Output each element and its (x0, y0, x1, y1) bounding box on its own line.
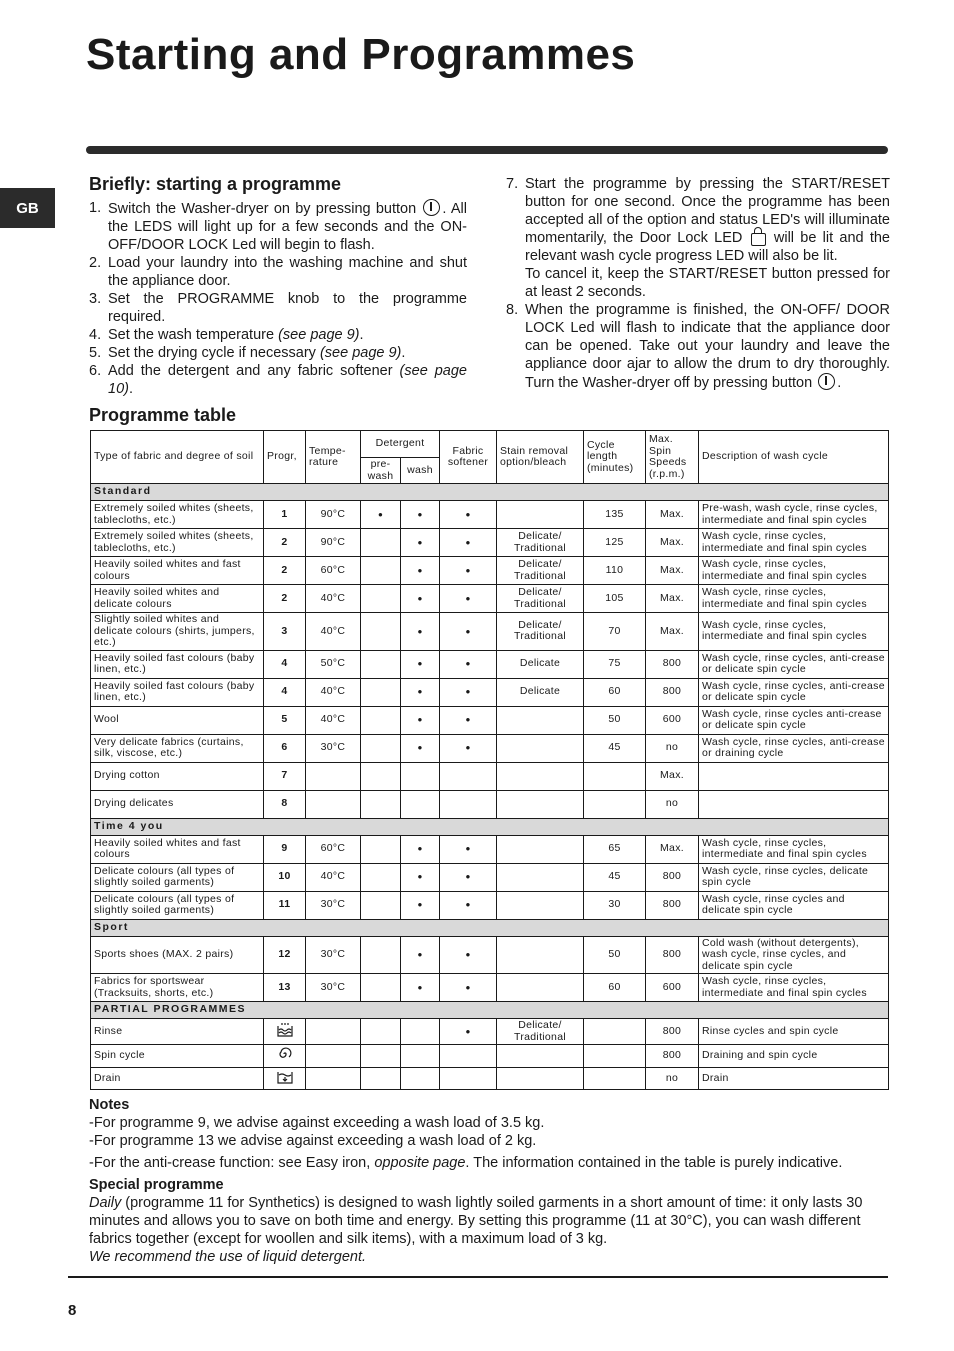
description-cell (699, 790, 889, 818)
prewash-cell (361, 529, 401, 557)
fabric-cell: Very delicate fabrics (curtains, silk, viscose, etc.) (91, 734, 264, 762)
programme-cell (264, 1045, 306, 1068)
header-stain: Stain removal option/bleach (497, 431, 584, 484)
step-text: . (128, 381, 133, 397)
table-row (91, 790, 889, 818)
description-cell: Rinse cycles and spin cycle (699, 1019, 889, 1045)
stain-removal-cell (497, 762, 584, 790)
note-text: -For programme 13 we advise against exceeding a wash load of 2 kg. (89, 1133, 537, 1149)
spin-speed-cell: Max. (646, 529, 699, 557)
softener-cell: • (440, 678, 497, 706)
step-text: will be lit and the relevant wash cycle progress LED will also be lit. (525, 230, 890, 264)
cycle-length-cell (584, 762, 646, 790)
prewash-cell (361, 1045, 401, 1068)
header-description: Description of wash cycle (699, 431, 889, 484)
fabric-cell: Extremely soiled whites (sheets, tablecloths, etc.) (91, 501, 264, 529)
stain-removal-cell (497, 936, 584, 974)
step-item (89, 344, 467, 362)
cycle-length-cell (584, 1019, 646, 1045)
cycle-length-cell: 60 (584, 974, 646, 1002)
note-item (89, 1114, 889, 1132)
cycle-length-cell: 75 (584, 650, 646, 678)
cycle-length-cell: 70 (584, 613, 646, 651)
spin-speed-cell: 800 (646, 1019, 699, 1045)
step-cancel-text: To cancel it, keep the START/RESET button pressed for at least 2 seconds. (525, 266, 890, 300)
programme-cell: 10 (264, 863, 306, 891)
temperature-cell: 90°C (306, 529, 361, 557)
note-text: . The information contained in the table is purely indicative. (465, 1155, 843, 1171)
softener-cell: • (440, 501, 497, 529)
fabric-cell: Wool (91, 706, 264, 734)
temperature-cell: 30°C (306, 936, 361, 974)
wash-cell: • (401, 557, 440, 585)
footer-divider (68, 1276, 888, 1278)
header-cycle: Cycle length (minutes) (584, 431, 646, 484)
stain-removal-cell (497, 863, 584, 891)
spin-speed-cell: Max. (646, 762, 699, 790)
wash-cell: • (401, 678, 440, 706)
softener-cell: • (440, 706, 497, 734)
spin-speed-cell: 800 (646, 1045, 699, 1068)
spin-speed-cell: no (646, 790, 699, 818)
stain-removal-cell: Delicate/ Traditional (497, 613, 584, 651)
table-row (91, 891, 889, 919)
temperature-cell: 30°C (306, 734, 361, 762)
description-cell (699, 762, 889, 790)
description-cell: Wash cycle, rinse cycles anti-crease or delicate spin cycle (699, 706, 889, 734)
stain-removal-cell: Delicate (497, 650, 584, 678)
table-row (91, 835, 889, 863)
programme-cell: 4 (264, 678, 306, 706)
stain-removal-cell (497, 974, 584, 1002)
description-cell: Pre-wash, wash cycle, rinse cycles, intermediate and final spin cycles (699, 501, 889, 529)
fabric-cell: Drying cotton (91, 762, 264, 790)
step-text: When the programme is finished, the ON-OFF/ DOOR LOCK Led will flash to indicate that the appliance door can be opened. Take out your laundry and leave the appliance door ajar to allow the drum to dry thoroughly. Turn the Washer-dryer off by pressing button (525, 302, 890, 391)
programme-cell: 2 (264, 585, 306, 613)
stain-removal-cell: Delicate/ Traditional (497, 529, 584, 557)
stain-removal-cell (497, 790, 584, 818)
spin-speed-cell: Max. (646, 613, 699, 651)
softener-cell: • (440, 734, 497, 762)
section-title: Standard (91, 484, 889, 501)
fabric-cell: Drain (91, 1067, 264, 1090)
softener-cell (440, 790, 497, 818)
cycle-length-cell: 60 (584, 678, 646, 706)
softener-cell: • (440, 650, 497, 678)
stain-removal-cell (497, 706, 584, 734)
table-row (91, 706, 889, 734)
wash-cell: • (401, 734, 440, 762)
header-detergent: Detergent (361, 431, 440, 458)
cycle-length-cell: 50 (584, 706, 646, 734)
step-item (506, 175, 890, 301)
briefly-heading: Briefly: starting a programme (89, 174, 342, 194)
cycle-length-cell: 50 (584, 936, 646, 974)
header-fabric: Type of fabric and degree of soil (91, 431, 264, 484)
table-row (91, 557, 889, 585)
temperature-cell (306, 762, 361, 790)
step-number: 5. (89, 345, 102, 361)
section-title: PARTIAL PROGRAMMES (91, 1002, 889, 1019)
temperature-cell: 40°C (306, 678, 361, 706)
wash-cell: • (401, 706, 440, 734)
note-item (89, 1154, 889, 1172)
step-item (89, 290, 467, 326)
temperature-cell: 30°C (306, 891, 361, 919)
programme-cell: 4 (264, 650, 306, 678)
description-cell: Wash cycle, rinse cycles, intermediate and final spin cycles (699, 974, 889, 1002)
header-wash: wash (401, 458, 440, 484)
step-number: 7. (506, 176, 519, 192)
temperature-cell: 50°C (306, 650, 361, 678)
note-item (89, 1132, 889, 1150)
page-title: Starting and Programmes (86, 30, 636, 79)
table-row (91, 1019, 889, 1045)
spin-speed-cell: 800 (646, 650, 699, 678)
step-number: 1. (89, 200, 102, 216)
prewash-cell (361, 650, 401, 678)
description-cell: Wash cycle, rinse cycles, anti-crease or draining cycle (699, 734, 889, 762)
stain-removal-cell: Delicate/ Traditional (497, 585, 584, 613)
section-title: Time 4 you (91, 818, 889, 835)
programme-cell: 7 (264, 762, 306, 790)
softener-cell: • (440, 1019, 497, 1045)
temperature-cell: 90°C (306, 501, 361, 529)
softener-cell: • (440, 835, 497, 863)
step-item (89, 362, 467, 398)
step-text: . All the LEDS will light up for a few seconds and the ON-OFF/DOOR LOCK Led will begin to flash. (108, 201, 467, 253)
wash-cell: • (401, 936, 440, 974)
table-row (91, 585, 889, 613)
description-cell: Wash cycle, rinse cycles, intermediate and final spin cycles (699, 557, 889, 585)
softener-cell: • (440, 585, 497, 613)
softener-cell (440, 762, 497, 790)
stain-removal-cell: Delicate/ Traditional (497, 1019, 584, 1045)
table-section-row (91, 919, 889, 936)
step-text: Start the programme by pressing the START/RESET button for one second. Once the programme has been accepted all of the option and status LED's will illuminate momentarily, the Door Lock LED (525, 176, 890, 246)
description-cell: Wash cycle, rinse cycles, intermediate and final spin cycles (699, 529, 889, 557)
step-text: . (837, 375, 842, 391)
spin-speed-cell: 600 (646, 974, 699, 1002)
prewash-cell (361, 762, 401, 790)
section-title: Sport (91, 919, 889, 936)
cycle-length-cell: 105 (584, 585, 646, 613)
softener-cell (440, 1067, 497, 1090)
spin-speed-cell: no (646, 1067, 699, 1090)
page-reference: (see page 9) (319, 345, 402, 361)
cycle-length-cell: 110 (584, 557, 646, 585)
special-programme-heading: Special programme (89, 1177, 224, 1193)
programme-cell: 13 (264, 974, 306, 1002)
programme-cell: 12 (264, 936, 306, 974)
softener-cell: • (440, 891, 497, 919)
note-reference: opposite page (374, 1155, 466, 1171)
description-cell: Wash cycle, rinse cycles, intermediate and final spin cycles (699, 835, 889, 863)
fabric-cell: Heavily soiled whites and delicate colours (91, 585, 264, 613)
spin-speed-cell: Max. (646, 501, 699, 529)
lock-icon (751, 233, 766, 246)
description-cell: Wash cycle, rinse cycles, anti-crease or delicate spin cycle (699, 678, 889, 706)
power-icon (818, 373, 835, 390)
programme-cell: 2 (264, 529, 306, 557)
programme-cell: 6 (264, 734, 306, 762)
prewash-cell (361, 891, 401, 919)
table-row (91, 529, 889, 557)
softener-cell: • (440, 974, 497, 1002)
programme-cell: 2 (264, 557, 306, 585)
spin-speed-cell: 800 (646, 863, 699, 891)
step-number: 2. (89, 255, 102, 271)
prewash-cell (361, 557, 401, 585)
softener-cell: • (440, 936, 497, 974)
table-row (91, 1067, 889, 1090)
cycle-length-cell: 135 (584, 501, 646, 529)
page-number: 8 (68, 1302, 77, 1319)
softener-cell (440, 1045, 497, 1068)
wash-cell: • (401, 863, 440, 891)
description-cell: Wash cycle, rinse cycles, intermediate and final spin cycles (699, 613, 889, 651)
programme-cell (264, 1019, 306, 1045)
cycle-length-cell: 30 (584, 891, 646, 919)
steps-left (89, 199, 467, 398)
programme-table (90, 430, 889, 1090)
special-programme-name: Daily (89, 1195, 122, 1211)
wash-cell (401, 1045, 440, 1068)
spin-speed-cell: 600 (646, 706, 699, 734)
fabric-cell: Heavily soiled fast colours (baby linen, etc.) (91, 650, 264, 678)
header-prewash: pre-wash (361, 458, 401, 484)
programme-cell (264, 1067, 306, 1090)
stain-removal-cell (497, 1067, 584, 1090)
prewash-cell (361, 974, 401, 1002)
header-progr: Progr, (264, 431, 306, 484)
fabric-cell: Heavily soiled whites and fast colours (91, 835, 264, 863)
step-item (506, 301, 890, 392)
temperature-cell: 30°C (306, 974, 361, 1002)
step-text: Set the drying cycle if necessary (108, 345, 320, 361)
special-programme-text (89, 1194, 889, 1248)
cycle-length-cell: 125 (584, 529, 646, 557)
table-row (91, 936, 889, 974)
wash-cell (401, 1067, 440, 1090)
step-text: Set the wash temperature (108, 327, 279, 343)
fabric-cell: Delicate colours (all types of slightly soiled garments) (91, 891, 264, 919)
stain-removal-cell (497, 1045, 584, 1068)
description-cell: Wash cycle, rinse cycles and delicate spin cycle (699, 891, 889, 919)
prewash-cell (361, 706, 401, 734)
temperature-cell: 60°C (306, 835, 361, 863)
drain-icon (276, 1069, 294, 1085)
notes-heading: Notes (89, 1097, 130, 1113)
page-reference: (see page 10) (108, 363, 467, 397)
table-row (91, 501, 889, 529)
programme-cell: 8 (264, 790, 306, 818)
header-spin: Max. Spin Speeds (r.p.m.) (646, 431, 699, 484)
temperature-cell: 60°C (306, 557, 361, 585)
wash-cell: • (401, 974, 440, 1002)
step-text: Add the detergent and any fabric softener (108, 363, 400, 379)
note-text: -For the anti-crease function: see Easy iron, (89, 1155, 375, 1171)
stain-removal-cell: Delicate (497, 678, 584, 706)
step-item (89, 199, 467, 254)
language-tab: GB (0, 188, 55, 228)
temperature-cell (306, 790, 361, 818)
step-text: Switch the Washer-dryer on by pressing button (108, 201, 422, 217)
step-item (89, 326, 467, 344)
fabric-cell: Sports shoes (MAX. 2 pairs) (91, 936, 264, 974)
prewash-cell (361, 1067, 401, 1090)
wash-cell: • (401, 529, 440, 557)
softener-cell: • (440, 863, 497, 891)
description-cell: Wash cycle, rinse cycles, anti-crease or delicate spin cycle (699, 650, 889, 678)
wash-cell: • (401, 650, 440, 678)
spin-speed-cell: no (646, 734, 699, 762)
prewash-cell (361, 936, 401, 974)
table-row (91, 974, 889, 1002)
step-number: 8. (506, 302, 519, 318)
table-row (91, 650, 889, 678)
table-row (91, 863, 889, 891)
stain-removal-cell (497, 835, 584, 863)
fabric-cell: Fabrics for sportswear (Tracksuits, shorts, etc.) (91, 974, 264, 1002)
description-cell: Cold wash (without detergents), wash cycle, rinse cycles, and delicate spin cycle (699, 936, 889, 974)
fabric-cell: Slightly soiled whites and delicate colours (shirts, jumpers, etc.) (91, 613, 264, 651)
temperature-cell: 40°C (306, 613, 361, 651)
table-row (91, 734, 889, 762)
description-cell: Wash cycle, rinse cycles, intermediate and final spin cycles (699, 585, 889, 613)
step-text: Load your laundry into the washing machine and shut the appliance door. (108, 255, 467, 289)
spin-icon (276, 1046, 294, 1062)
fabric-cell: Rinse (91, 1019, 264, 1045)
wash-cell: • (401, 835, 440, 863)
header-softener: Fabric softener (440, 431, 497, 484)
prewash-cell (361, 790, 401, 818)
table-row (91, 762, 889, 790)
table-section-row (91, 484, 889, 501)
fabric-cell: Drying delicates (91, 790, 264, 818)
step-item (89, 254, 467, 290)
power-icon (423, 199, 440, 216)
programme-cell: 5 (264, 706, 306, 734)
cycle-length-cell: 45 (584, 734, 646, 762)
wash-cell (401, 762, 440, 790)
prewash-cell (361, 1019, 401, 1045)
prewash-cell (361, 613, 401, 651)
spin-speed-cell: Max. (646, 585, 699, 613)
softener-cell: • (440, 529, 497, 557)
prewash-cell (361, 863, 401, 891)
step-text: . (359, 327, 364, 343)
description-cell: Wash cycle, rinse cycles, delicate spin cycle (699, 863, 889, 891)
description-cell: Drain (699, 1067, 889, 1090)
programme-cell: 3 (264, 613, 306, 651)
wash-cell (401, 1019, 440, 1045)
temperature-cell (306, 1067, 361, 1090)
cycle-length-cell: 65 (584, 835, 646, 863)
fabric-cell: Heavily soiled fast colours (baby linen, etc.) (91, 678, 264, 706)
step-number: 3. (89, 291, 102, 307)
wash-cell: • (401, 501, 440, 529)
page-reference: (see page 9) (278, 327, 360, 343)
steps-right (506, 175, 890, 392)
temperature-cell (306, 1019, 361, 1045)
prewash-cell (361, 734, 401, 762)
spin-speed-cell: Max. (646, 835, 699, 863)
prewash-cell (361, 835, 401, 863)
programme-cell: 11 (264, 891, 306, 919)
stain-removal-cell (497, 891, 584, 919)
special-programme-description: (programme 11 for Synthetics) is designed to wash lightly soiled garments in a short amount of time: it only lasts 30 minutes and allows you to save on both time and energy. By setting this programme (11 at 30°C), you can wash different fabrics together (except for woollen and silk items), with a maximum load of 3 kg. (89, 1195, 863, 1247)
prewash-cell: • (361, 501, 401, 529)
temperature-cell (306, 1045, 361, 1068)
programme-cell: 1 (264, 501, 306, 529)
spin-speed-cell: 800 (646, 678, 699, 706)
cycle-length-cell: 45 (584, 863, 646, 891)
notes-block (89, 1096, 889, 1266)
programme-cell: 9 (264, 835, 306, 863)
step-number: 6. (89, 363, 102, 379)
spin-speed-cell: 800 (646, 936, 699, 974)
fabric-cell: Spin cycle (91, 1045, 264, 1068)
rinse-icon (276, 1022, 294, 1038)
programme-table-heading: Programme table (89, 405, 237, 425)
fabric-cell: Delicate colours (all types of slightly soiled garments) (91, 863, 264, 891)
temperature-cell: 40°C (306, 863, 361, 891)
description-cell: Draining and spin cycle (699, 1045, 889, 1068)
step-number: 4. (89, 327, 102, 343)
fabric-cell: Heavily soiled whites and fast colours (91, 557, 264, 585)
stain-removal-cell (497, 501, 584, 529)
header-temperature: Tempe-rature (306, 431, 361, 484)
stain-removal-cell (497, 734, 584, 762)
cycle-length-cell (584, 1067, 646, 1090)
step-text: . (401, 345, 406, 361)
softener-cell: • (440, 613, 497, 651)
wash-cell: • (401, 891, 440, 919)
special-programme-recommendation: We recommend the use of liquid detergent. (89, 1249, 367, 1265)
table-section-row (91, 1002, 889, 1019)
wash-cell: • (401, 585, 440, 613)
spin-speed-cell: Max. (646, 557, 699, 585)
temperature-cell: 40°C (306, 706, 361, 734)
table-row (91, 613, 889, 651)
temperature-cell: 40°C (306, 585, 361, 613)
stain-removal-cell: Delicate/ Traditional (497, 557, 584, 585)
spin-speed-cell: 800 (646, 891, 699, 919)
wash-cell (401, 790, 440, 818)
table-section-row (91, 818, 889, 835)
table-row (91, 678, 889, 706)
softener-cell: • (440, 557, 497, 585)
note-text: -For programme 9, we advise against exceeding a wash load of 3.5 kg. (89, 1115, 545, 1131)
prewash-cell (361, 678, 401, 706)
cycle-length-cell (584, 1045, 646, 1068)
table-row (91, 1045, 889, 1068)
title-divider (86, 146, 888, 154)
prewash-cell (361, 585, 401, 613)
wash-cell: • (401, 613, 440, 651)
cycle-length-cell (584, 790, 646, 818)
fabric-cell: Extremely soiled whites (sheets, tablecloths, etc.) (91, 529, 264, 557)
step-text: Set the PROGRAMME knob to the programme required. (108, 291, 467, 325)
